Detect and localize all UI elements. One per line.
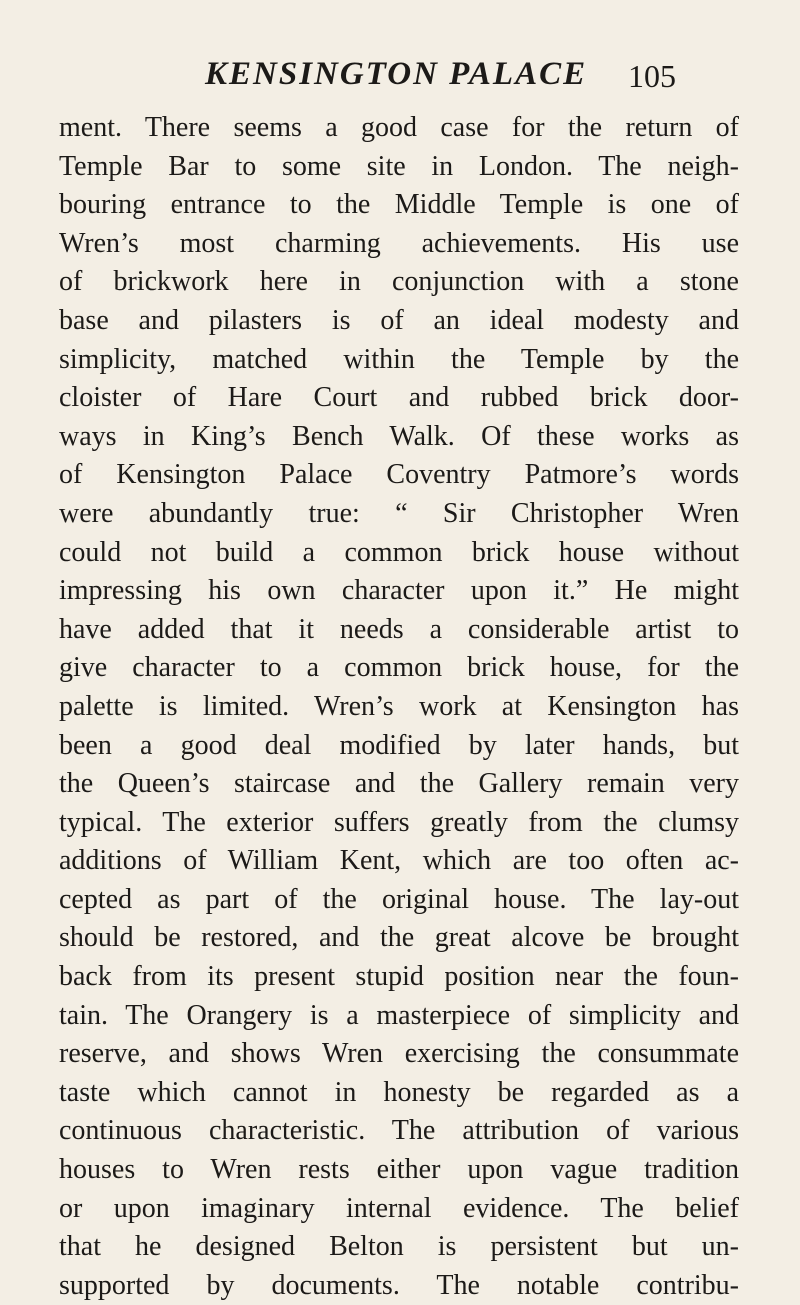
text-line: Temple Bar to some site in London. The neigh- — [59, 150, 739, 182]
text-line: tain. The Orangery is a masterpiece of simplicity and — [59, 999, 739, 1031]
running-head — [0, 50, 800, 100]
text-line: ment. There seems a good case for the return of — [59, 112, 739, 143]
running-title: KENSINGTON PALACE — [205, 56, 588, 92]
text-line: bouring entrance to the Middle Temple is one of — [59, 189, 739, 221]
text-line: could not build a common brick house without — [59, 536, 739, 568]
text-line: should be restored, and the great alcove be brought — [59, 922, 739, 954]
text-line: have added that it needs a considerable artist to — [59, 613, 739, 645]
text-line: reserve, and shows Wren exercising the consummate — [59, 1038, 739, 1070]
text-line: continuous characteristic. The attribution of various — [59, 1115, 739, 1147]
text-line: cloister of Hare Court and rubbed brick door- — [59, 382, 739, 414]
text-line: houses to Wren rests either upon vague tradition — [59, 1154, 739, 1186]
text-line: typical. The exterior suffers greatly from the clumsy — [59, 806, 739, 838]
page-number: 105 — [628, 58, 676, 94]
text-line: cepted as part of the original house. The lay-out — [59, 883, 739, 915]
text-line: that he designed Belton is persistent but un- — [59, 1231, 739, 1263]
text-line: back from its present stupid position near the foun- — [59, 961, 739, 993]
text-line: impressing his own character upon it.” He might — [59, 575, 739, 607]
body-paragraph — [59, 109, 739, 1305]
text-line: additions of William Kent, which are too often ac- — [59, 845, 739, 877]
text-line: or upon imaginary internal evidence. The belief — [59, 1192, 739, 1224]
text-line: Wren’s most charming achievements. His use — [59, 227, 739, 259]
text-line: been a good deal modified by later hands, but — [59, 729, 739, 761]
text-line: of brickwork here in conjunction with a stone — [59, 266, 739, 298]
text-line: ways in King’s Bench Walk. Of these works as — [59, 420, 739, 452]
text-line: base and pilasters is of an ideal modesty and — [59, 304, 739, 336]
text-line: were abundantly true: “ Sir Christopher Wren — [59, 497, 739, 529]
text-line: palette is limited. Wren’s work at Kensington has — [59, 690, 739, 722]
text-line: the Queen’s staircase and the Gallery remain very — [59, 768, 739, 800]
text-line: give character to a common brick house, for the — [59, 652, 739, 684]
text-line: supported by documents. The notable contribu- — [59, 1269, 739, 1301]
text-line: of Kensington Palace Coventry Patmore’s words — [59, 459, 739, 491]
text-line: simplicity, matched within the Temple by the — [59, 343, 739, 375]
text-line: taste which cannot in honesty be regarded as a — [59, 1076, 739, 1108]
